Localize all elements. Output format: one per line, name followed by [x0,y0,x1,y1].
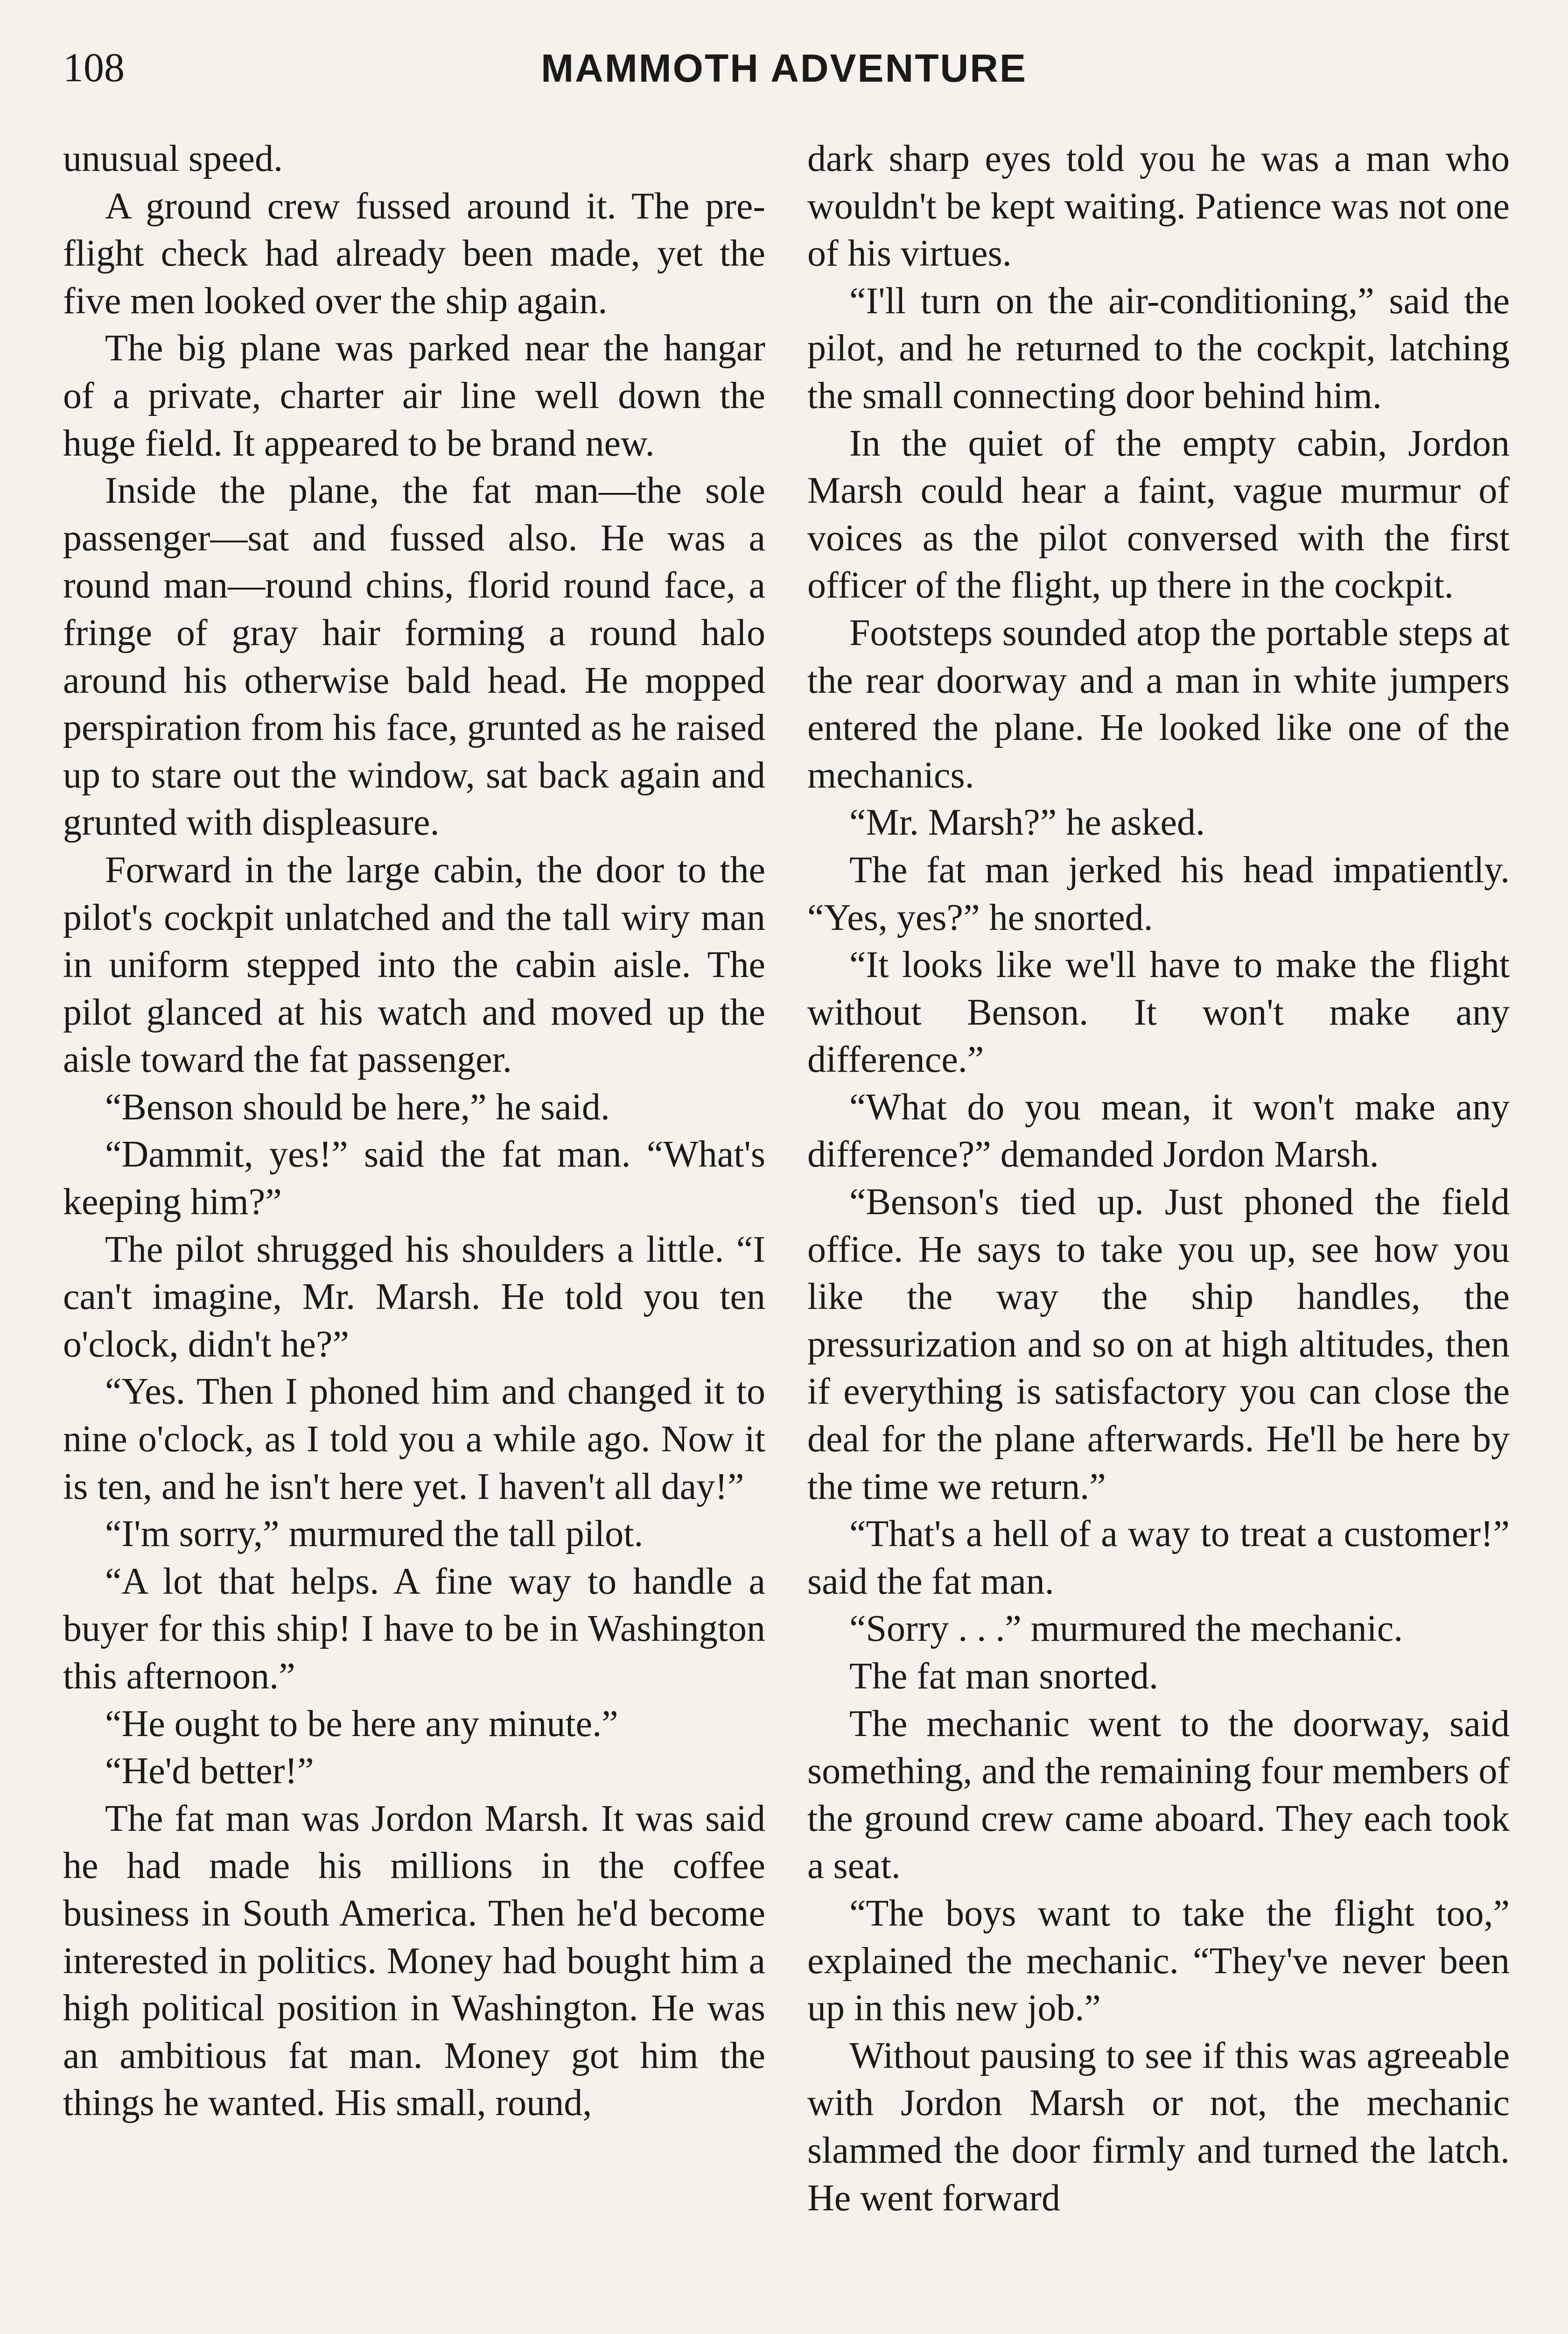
paragraph: unusual speed. [63,138,283,179]
paragraph: A ground crew fussed around it. The pre-flight check had already been made, yet the five men looked over the ship again. [63,185,765,322]
paragraph: Without pausing to see if this was agreeable with Jordon Marsh or not, the mechanic slammed the door firmly and turned the latch. He went forward [807,2035,1510,2219]
paragraph: “Mr. Marsh?” he asked. [849,802,1205,844]
page-number: 108 [63,45,125,91]
left-column [63,135,765,2127]
paragraph: The fat man was Jordon Marsh. It was said he had made his millions in the coffee business in South America. Then he'd become interested in politics. Money had bought him a high political position in Washington. He was an ambitious fat man. Money got him the things he wanted. His small, round, [63,1798,765,2124]
paragraph: “Yes. Then I phoned him and changed it to nine o'clock, as I told you a while ago. Now it is ten, and he isn't here yet. I haven't all day!” [63,1371,765,1507]
paragraph: The big plane was parked near the hangar of a private, charter air line well down the huge field. It appeared to be brand new. [63,328,765,464]
paragraph: “A lot that helps. A fine way to handle a buyer for this ship! I have to be in Washington this afternoon.” [63,1561,765,1697]
paragraph: The mechanic went to the doorway, said something, and the remaining four members of the ground crew came aboard. They each took a seat. [807,1703,1510,1887]
paragraph: In the quiet of the empty cabin, Jordon Marsh could hear a faint, vague murmur of voices as the pilot conversed with the first officer of the flight, up there in the cockpit. [807,422,1510,606]
paragraph: “I'll turn on the air-conditioning,” said the pilot, and he returned to the cockpit, latching the small connecting door behind him. [807,280,1510,416]
paragraph: “Benson should be here,” he said. [105,1086,610,1128]
paragraph: “He ought to be here any minute.” [105,1703,618,1744]
paragraph: “Benson's tied up. Just phoned the field office. He says to take you up, see how you like the way the ship handles, the pressurization and so on at high altitudes, then if everything is satisfactory you can close the deal for the plane afterwards. He'll be here by the time we return.” [807,1181,1510,1507]
paragraph: The fat man snorted. [849,1656,1158,1697]
paragraph: The pilot shrugged his shoulders a little. “I can't imagine, Mr. Marsh. He told you ten o'clock, didn't he?” [63,1229,765,1365]
paragraph: Forward in the large cabin, the door to the pilot's cockpit unlatched and the tall wiry man in uniform stepped into the cabin aisle. The pilot glanced at his watch and moved up the aisle toward the fat passenger. [63,849,765,1081]
paragraph: “That's a hell of a way to treat a customer!” said the fat man. [807,1513,1510,1602]
paragraph: “He'd better!” [105,1750,314,1792]
paragraph: “Dammit, yes!” said the fat man. “What's keeping him?” [63,1134,765,1223]
paragraph: The fat man jerked his head impatiently. “Yes, yes?” he snorted. [807,849,1510,938]
paragraph: “The boys want to take the flight too,” explained the mechanic. “They've never been up in this new job.” [807,1892,1510,2029]
paragraph: dark sharp eyes told you he was a man who wouldn't be kept waiting. Patience was not one of his virtues. [807,138,1510,274]
right-column [807,135,1510,2222]
paragraph: Footsteps sounded atop the portable steps at the rear doorway and a man in white jumpers entered the plane. He looked like one of the mechanics. [807,612,1510,796]
paragraph: “It looks like we'll have to make the flight without Benson. It won't make any difference.” [807,944,1510,1081]
paragraph: Inside the plane, the fat man—the sole passenger—sat and fussed also. He was a round man—round chins, florid round face, a fringe of gray hair forming a round halo around his otherwise bald head. He mopped perspiration from his face, grunted as he raised up to stare out the window, sat back again and grunted with displeasure. [63,470,765,844]
paragraph: “What do you mean, it won't make any difference?” demanded Jordon Marsh. [807,1086,1510,1175]
running-title: MAMMOTH ADVENTURE [541,46,1027,90]
paragraph: “Sorry . . .” murmured the mechanic. [849,1608,1403,1650]
paragraph: “I'm sorry,” murmured the tall pilot. [105,1513,644,1555]
